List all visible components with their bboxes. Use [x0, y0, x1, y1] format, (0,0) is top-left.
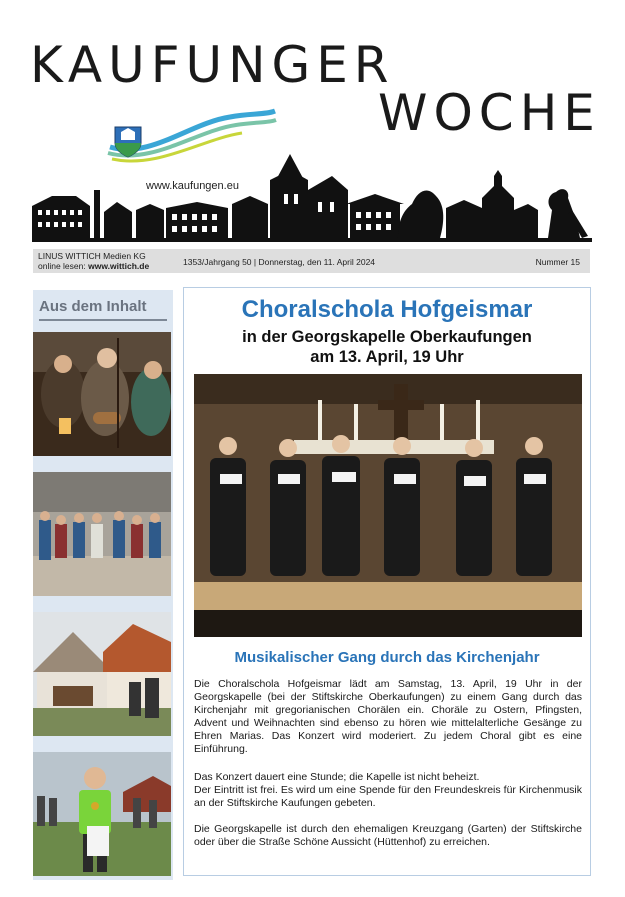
issue-details: 1353/Jahrgang 50 | Donnerstag, den 11. April 2024 — [183, 257, 376, 267]
online-read-label: online lesen: — [38, 261, 86, 271]
town-skyline-illustration — [32, 150, 592, 242]
lead-article — [183, 287, 591, 876]
thumbnail-group-photo[interactable] — [33, 472, 171, 596]
issue-info-bar — [33, 249, 590, 273]
article-paragraph-4: Die Georgskapelle ist durch den ehemaligen Kreuzgang (Garten) der Stiftskirche oder über die Straße Schöne Aussicht (Hüttenhof) zu erreichen. — [194, 823, 582, 848]
article-section-title: Musikalischer Gang durch das Kirchenjahr — [234, 649, 540, 666]
sidebar-heading: Aus dem Inhalt — [39, 298, 147, 315]
article-paragraph-2: Das Konzert dauert eine Stunde; die Kapelle ist nicht beheizt. — [194, 771, 480, 783]
sidebar-divider — [39, 319, 167, 321]
article-date-line: am 13. April, 19 Uhr — [310, 348, 464, 366]
choir-photo — [194, 374, 582, 637]
publisher-block — [38, 251, 149, 271]
contents-sidebar — [33, 290, 173, 880]
article-paragraph-1: Die Choralschola Hofgeismar lädt am Samstag, 13. April, 19 Uhr in der Georgskapelle (bei der Stiftskirche Oberkaufungen) zu einem Gang durch das Kirchenjahr mit gregorianischen Chorälen ein. Choräle zu Ostern, Pfingsten, Advent und Weihnachten sind ebenso zu hören wie mittelalterliche Gesänge zu Ehren Marias. Das Konzert wird moderiert. Zu jedem Choral gibt es eine Einführung. — [194, 678, 582, 755]
thumbnail-village-scene[interactable] — [33, 612, 171, 736]
website-url[interactable]: www.kaufungen.eu — [146, 180, 239, 192]
publisher-name: LINUS WITTICH Medien KG — [38, 251, 146, 261]
issue-number: Nummer 15 — [535, 257, 580, 267]
article-subheadline: in der Georgskapelle Oberkaufungen — [242, 328, 532, 346]
masthead-title-kaufunger: KAUFUNGER — [30, 36, 395, 94]
thumbnail-race-winner[interactable] — [33, 752, 171, 876]
article-headline: Choralschola Hofgeismar — [241, 296, 533, 323]
thumbnail-lantern-walk[interactable] — [33, 332, 171, 456]
publisher-url[interactable]: www.wittich.de — [88, 261, 150, 271]
article-paragraph-3: Der Eintritt ist frei. Es wird um eine Spende für den Freundeskreis für Kirchenmusik an der Stiftskirche Kaufungen gebeten. — [194, 784, 582, 809]
masthead-title-woche: WOCHE — [378, 84, 601, 142]
